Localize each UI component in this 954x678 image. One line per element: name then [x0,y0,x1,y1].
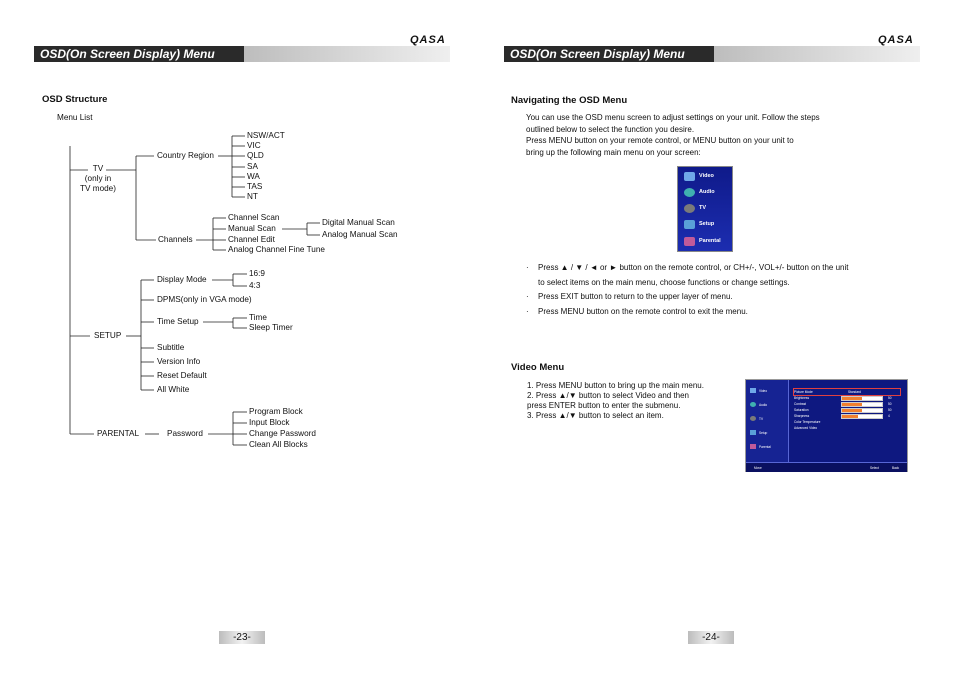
vm-side-item [750,402,767,407]
osd-menu-label: Video [699,173,714,179]
bullet-line: Press EXIT button to return to the upper layer of menu. [538,292,733,301]
page-number-right: -24- [688,631,734,644]
tree-display-mode-item: 4:3 [249,281,261,290]
vm-row-label: Color Temperature [794,419,821,424]
vm-row-picture-mode [794,389,813,394]
nav-line: bring up the following main menu on your screen: [526,147,701,157]
tree-tv-label: TV [92,164,104,173]
osd-menu-item-parental [684,234,721,248]
osd-menu-label: TV [699,205,707,211]
vm-row-saturation [794,407,809,412]
osd-menu-item-audio [684,185,715,199]
tree-channel-item: Manual Scan [228,224,276,233]
bullet-dot: · [526,306,529,316]
audio-icon [684,188,695,197]
osd-menu-item-video [684,169,714,183]
vm-slider-fill [842,403,862,406]
vm-slider-sharpness [841,414,883,419]
vm-side-label: Parental [759,444,771,449]
tree-region-item: NT [247,192,258,201]
parental-icon [684,237,695,246]
tv-icon [750,416,756,421]
tree-region-item: NSW/ACT [247,131,285,140]
video-step: 3. Press ▲/▼ button to select an item. [527,411,664,420]
bullet-item [527,262,848,288]
header-title-left: OSD(On Screen Display) Menu [34,46,244,62]
vm-slider-contrast [841,402,883,407]
vm-side-label: Audio [759,402,768,407]
osd-menu-label: Audio [699,189,715,195]
vm-row-contrast [794,401,806,406]
bullet-line: to select items on the main menu, choose functions or change settings. [538,277,790,287]
tree-tv-node [79,164,117,194]
tree-parental-item: Input Block [249,418,290,427]
vm-side-item [750,444,771,449]
section-title-navigating: Navigating the OSD Menu [511,95,628,106]
tree-all-white: All White [157,385,190,394]
header-title-right: OSD(On Screen Display) Menu [504,46,714,62]
video-icon [750,388,756,393]
vm-side-item [750,388,767,393]
vm-slider-fill [842,415,858,418]
tree-dpms: DPMS(only in VGA mode) [157,295,252,304]
brand-logo-left: QASA [410,34,446,46]
vm-footer-move: Move [754,465,762,470]
tree-region-item: QLD [247,151,264,160]
tree-region-item: VIC [247,141,261,150]
tree-setup: SETUP [94,331,122,340]
vm-row-label: Advanced Video [794,425,818,430]
video-menu-image [745,379,908,472]
vm-slider-saturation [841,408,883,413]
section-title-video-menu: Video Menu [511,362,565,373]
vm-footer-back: Back [892,465,900,470]
setup-icon [684,220,695,229]
tree-parental-item: Change Password [249,429,316,438]
osd-menu-item-tv [684,201,706,215]
video-step: 1. Press MENU button to bring up the main menu. [527,381,704,390]
tree-tv-note-1: (only in [84,174,112,183]
vm-row-value: Standard [848,389,861,394]
tree-password: Password [167,429,203,438]
vm-row-advanced-video [794,425,817,430]
vm-value: 50 [888,401,892,406]
vm-row-color-temperature [794,419,820,424]
video-step: 2. Press ▲/▼ button to select Video and then [527,391,690,400]
tree-channel-item: Channel Scan [228,213,280,222]
bullet-item [527,291,848,303]
vm-value: 50 [888,407,892,412]
video-step: press ENTER button to enter the submenu. [527,401,681,410]
vm-side-label: Video [759,388,768,393]
vm-side-item [750,416,763,421]
bullet-dot: · [526,292,529,301]
tree-parental: PARENTAL [97,429,140,438]
bullet-list [527,262,848,317]
menu-list-label: Menu List [57,113,93,122]
vm-side-label: TV [759,416,764,421]
tree-version-info: Version Info [157,357,201,366]
vm-footer-select: Select [870,465,879,470]
tree-manual-scan-item: Analog Manual Scan [322,230,398,239]
vm-row-label: Sharpness [794,413,810,418]
vm-slider-fill [842,397,862,400]
vm-row-sharpness [794,413,809,418]
osd-menu-item-setup [684,217,714,231]
nav-paragraph [526,112,820,158]
tree-parental-item: Clean All Blocks [249,440,308,449]
vm-row-brightness [794,395,809,400]
vm-row-label: Contrast [794,401,807,406]
tree-region-item: SA [247,162,258,171]
tree-subtitle: Subtitle [157,343,185,352]
tree-time-setup: Time Setup [157,317,199,326]
tree-channel-item: Analog Channel Fine Tune [228,245,325,254]
tree-region-item: TAS [247,182,263,191]
osd-menu-label: Setup [699,221,715,227]
tree-channel-item: Channel Edit [228,235,275,244]
vm-side-item [750,430,767,435]
bullet-line: Press MENU button on the remote control to exit the menu. [538,306,748,316]
tree-time-item: Time [249,313,267,322]
nav-line: You can use the OSD menu screen to adjust settings on your unit. Follow the steps [526,113,820,122]
vm-slider-fill [842,409,862,412]
vm-footer [746,462,907,472]
vm-value: 4 [888,413,890,418]
bullet-line: Press ▲ / ▼ / ◄ or ► button on the remote control, or CH+/-, VOL+/- button on the unit [538,263,849,272]
bullet-dot: · [526,263,529,272]
audio-icon [750,402,756,407]
osd-main-menu-image [677,166,733,252]
tree-reset-default: Reset Default [157,371,207,380]
vm-slider-brightness [841,396,883,401]
setup-icon [750,430,756,435]
tree-country-region: Country Region [157,151,214,160]
nav-line: Press MENU button on your remote control, or MENU button on your unit to [526,136,794,145]
vm-row-label: Brightness [794,395,810,400]
tree-parental-item: Program Block [249,407,303,416]
tree-manual-scan-item: Digital Manual Scan [322,218,395,227]
tv-icon [684,204,695,213]
tree-display-mode-item: 16:9 [249,269,265,278]
parental-icon [750,444,756,449]
page-number-left: -23- [219,631,265,644]
vm-row-label: Picture Mode [794,389,813,394]
header-fade-right [714,46,920,62]
vm-value: 50 [888,395,892,400]
bullet-item [527,306,848,318]
nav-line: outlined below to select the function you desire. [526,124,695,134]
tree-display-mode: Display Mode [157,275,207,284]
tree-region-item: WA [247,172,260,181]
vm-side-label: Setup [759,430,768,435]
tree-time-item: Sleep Timer [249,323,293,332]
tree-tv-note-2: TV mode) [80,184,116,193]
tree-channels: Channels [158,235,193,244]
video-menu-sidebar [746,380,789,462]
vm-row-label: Saturation [794,407,809,412]
video-steps [527,381,704,421]
brand-logo-right: QASA [878,34,914,46]
video-icon [684,172,695,181]
header-bar-right [504,46,920,62]
osd-menu-label: Parental [699,238,721,244]
section-title-osd-structure: OSD Structure [42,94,108,105]
